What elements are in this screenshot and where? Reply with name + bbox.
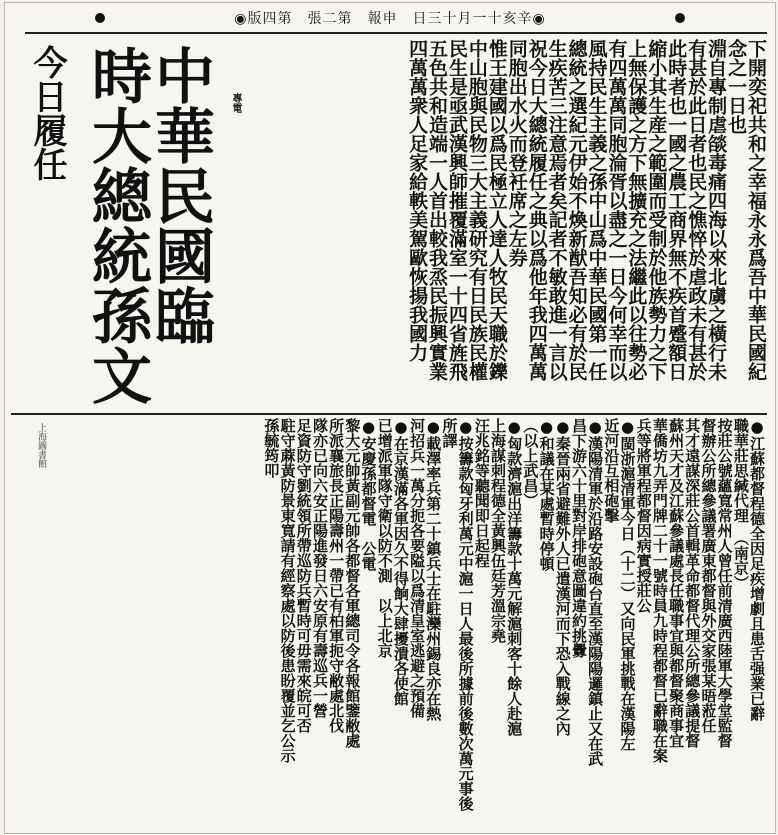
headline-sub: 今日履任 — [27, 45, 67, 181]
newspaper-page — [4, 2, 776, 834]
bullet-dot-icon — [675, 13, 685, 23]
headline-main: 中華民國臨 時大總統孫文 — [82, 45, 215, 405]
library-stamp: 上海圖書館 — [36, 423, 46, 468]
zhuandian-label: 專電 — [230, 93, 241, 113]
main-article: 下開奕祀共和之幸福永永爲吾中華民國紀 念之一日也 淵自專制虐燄毒痛四海以來北虜之橫行未 有甚於此日者也民之憔悴於虐政未有甚於 此時者也一國之農工商界無不疾首蹙額日 縮小其生産之範圍而受制於他族勢力之下 上無保護之方下無擴充之法繼此以往勢必 有四萬萬同胞淪胥以盡之一日今何幸而以 風持民生主義之孫中山爲中華民國第一任 總統之選紀元伊始不煥新猷吾知必有於民 生疾苦三注意焉者矣記者不敏敢進一言以 祝今日大總統履任之典以爲他年我四萬萬 同胞出水火而登衽席之左券 惟王建國以爲民極立人達人牧民天職於鑠 中山胞與民物三大主義研究有日民族民權 民生是亟武漢興師摧覆滿室一十四省旌飛 五色共和造端一人首出較我烝民振興實業 四萬萬衆人足家給軼美駕歐恢揚我國力 — [406, 39, 767, 381]
header-divider — [25, 32, 767, 34]
lower-articles: ●江蘇都督程德全因足疾增劇且患舌强業已辭 職華莊思緘代理 （南京） 按莊公號蘊寬常州人曾任前清廣西陸軍大學堂監督 督辦公所總參議署廣東都督與外交家張某晤蒞任 其才遠謀深莊公首輯革命都督代理公所總參議提督 蘇州天才及江蘇參議處長任職事宜與都督聚商事宜 華僑坊九弄門牌二十一號時員九時程都督已辭職在案 兵等將軍程都督因病實授莊公 ●閩浙滬清軍今日（十二）又向民軍挑戰在漢陽左 近河沿互相砲擊 ●漢陽清軍於沿路安設砲台直至漢陽陽邏鎮止又在武 昌下游六十里對岸排砲意圖違約挑釁 ●秦晉兩省避難外人已遣漢河而下恐入戰線之內 ●和議在某處暫時停頓 （以上武昌） ●匈款濟滬出洋籌款十萬元解滬刺客十餘人赴滬 上海謀刺程德全黃興伍廷芳溫宗堯 汪兆銘等聽聞即日起程 ●按籌款匈牙利萬元中滬一日人最後所據前後數次萬元事後 所譯 ●載澤率兵第二十鎮兵士在駐灤州錫良亦在熱 河招兵一萬分扼各要隘以爲清皇室逃避之預備 ●在京漢滿各軍因久不得餉大肆擾潰各使館 已增派軍隊守衛以防不測 以上北京 ●安慶孫都督電 公電 黎大元帥黃副元帥各都督各軍總司令各報館鑒敝處 所派襄旅長正陽壽州一帶已有柏軍扼守敝處北伐 隊亦已向六安正陽進發日六安原有壽巡兵一營 足資防守劉統領所帶巡防兵暫時可毋需來皖可否 駐守蔴黃防景東寬請有經察處以防後患盼覆並乞公示 孫毓筠叩 — [262, 418, 766, 811]
header-text: ◉版四第 張二第 報申 日三十月一十亥辛◉ — [234, 11, 546, 27]
section-divider — [11, 413, 767, 415]
page-header — [95, 7, 685, 29]
bullet-dot-icon — [95, 13, 105, 23]
